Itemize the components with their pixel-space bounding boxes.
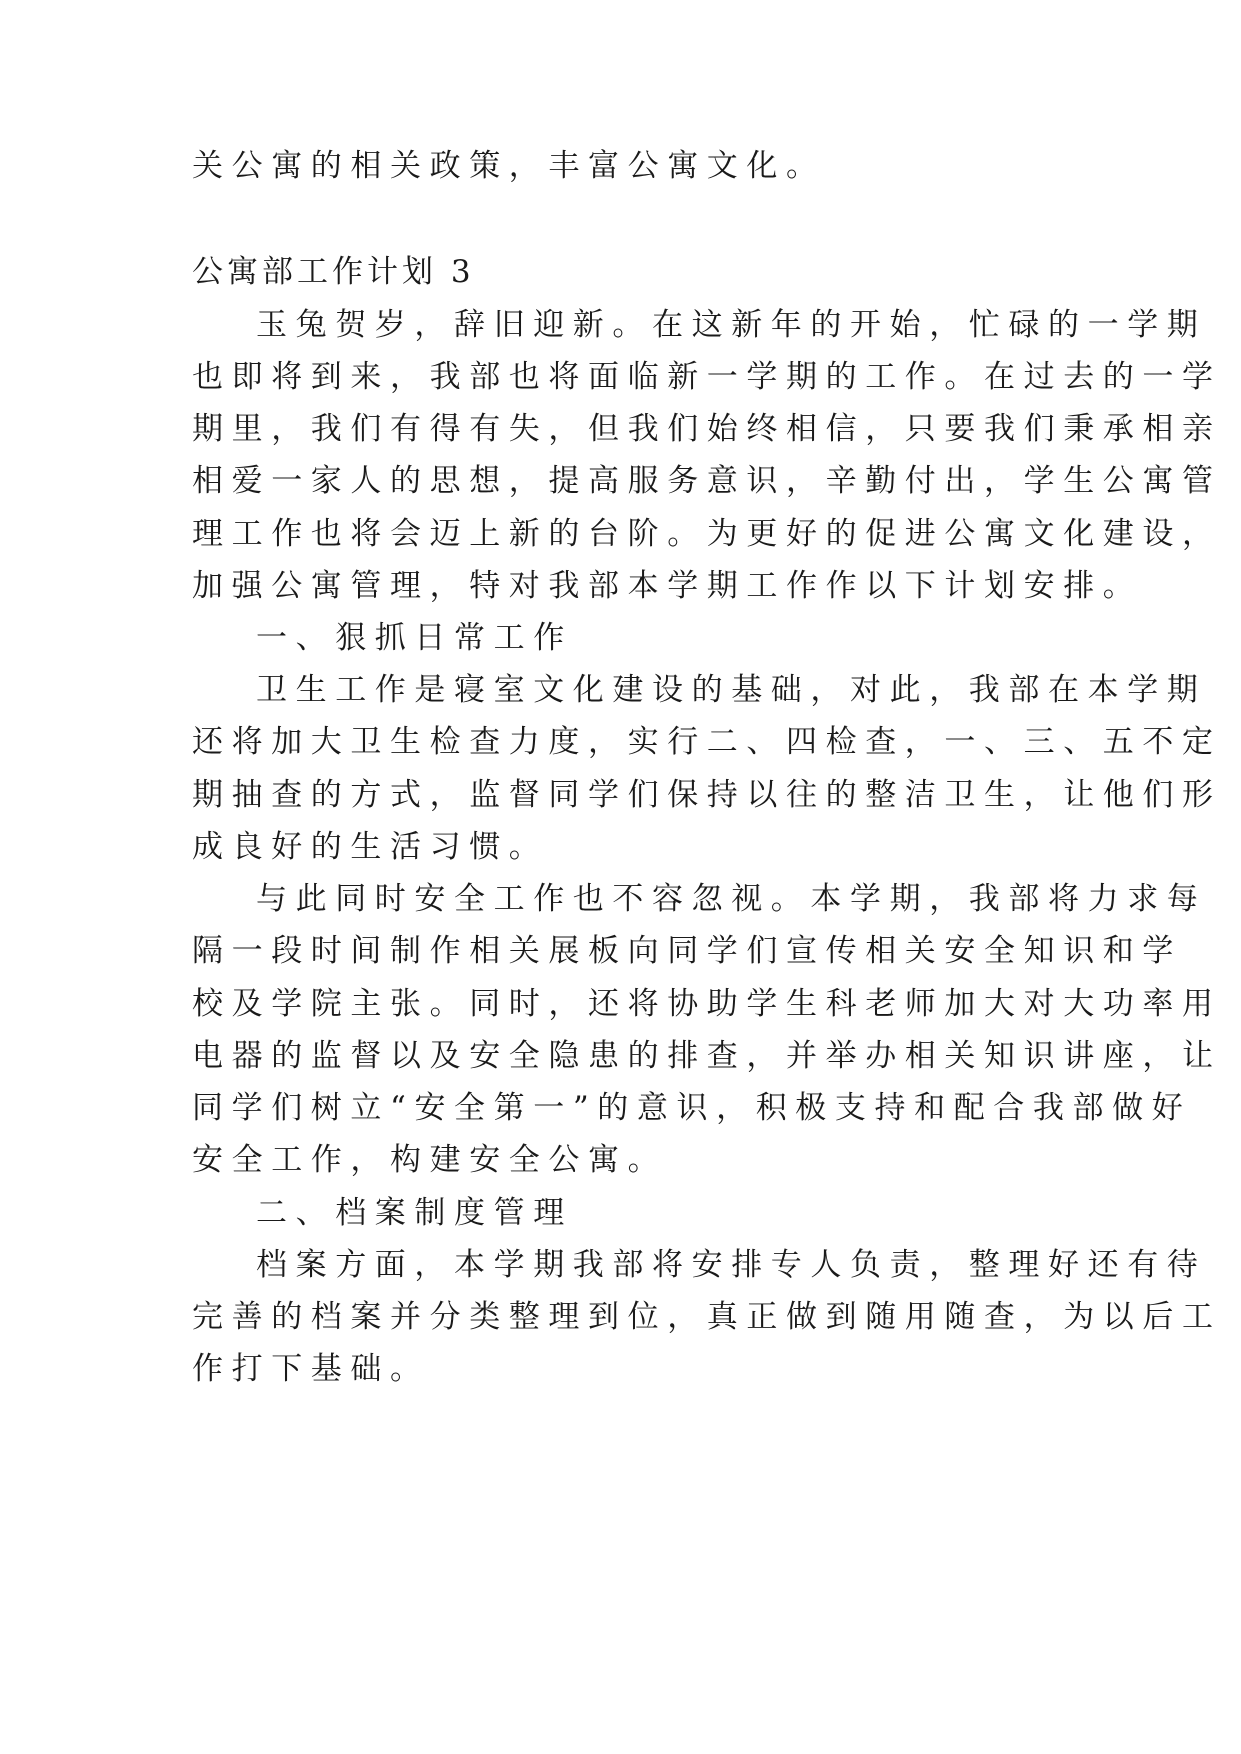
text-line: 关公寓的相关政策，丰富公寓文化。	[192, 148, 826, 184]
text-line: 校及学院主张。同时，还将协助学生科老师加大对大功率用	[192, 986, 1222, 1022]
text-line: 电器的监督以及安全隐患的排查，并举办相关知识讲座，让	[192, 1038, 1222, 1074]
text-line: 期里，我们有得有失，但我们始终相信，只要我们秉承相亲	[192, 411, 1222, 447]
text-line: 理工作也将会迈上新的台阶。为更好的促进公寓文化建设，	[192, 516, 1222, 552]
text-line: 期抽查的方式，监督同学们保持以往的整洁卫生，让他们形	[192, 777, 1222, 813]
subheading: 一、狠抓日常工作	[256, 620, 573, 656]
text-line: 同学们树立“安全第一”的意识，积极支持和配合我部做好	[192, 1090, 1192, 1126]
text-line: 相爱一家人的思想，提高服务意识，辛勤付出，学生公寓管	[192, 463, 1222, 499]
text-line: 与此同时安全工作也不容忽视。本学期，我部将力求每	[256, 881, 1207, 917]
text-line: 完善的档案并分类整理到位，真正做到随用随查，为以后工	[192, 1299, 1222, 1335]
text-line: 卫生工作是寝室文化建设的基础，对此，我部在本学期	[256, 672, 1207, 708]
text-line: 也即将到来，我部也将面临新一学期的工作。在过去的一学	[192, 359, 1222, 395]
subheading: 二、档案制度管理	[256, 1195, 573, 1231]
text-line: 玉兔贺岁，辞旧迎新。在这新年的开始，忙碌的一学期	[256, 307, 1207, 343]
text-line: 加强公寓管理，特对我部本学期工作作以下计划安排。	[192, 568, 1143, 604]
section-heading: 公寓部工作计划 3	[192, 254, 475, 290]
text-line: 作打下基础。	[192, 1351, 430, 1387]
text-line: 隔一段时间制作相关展板向同学们宣传相关安全知识和学	[192, 933, 1182, 969]
text-line: 档案方面，本学期我部将安排专人负责，整理好还有待	[256, 1247, 1207, 1283]
text-line: 还将加大卫生检查力度，实行二、四检查，一、三、五不定	[192, 724, 1222, 760]
text-line: 安全工作，构建安全公寓。	[192, 1142, 668, 1178]
text-line: 成良好的生活习惯。	[192, 829, 549, 865]
